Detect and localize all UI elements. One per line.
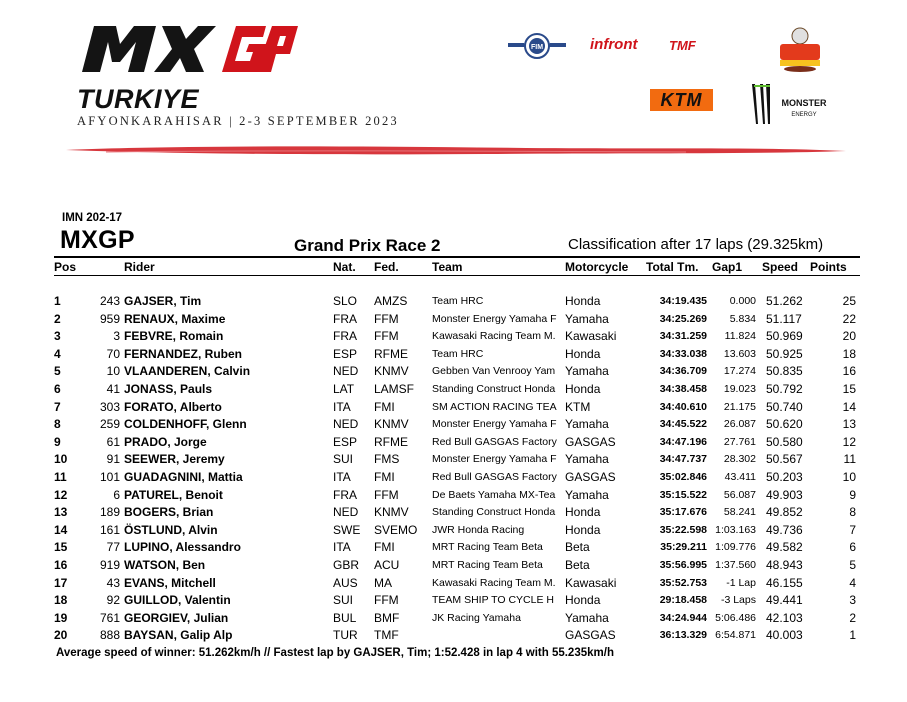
motorsports-logo [778,26,822,72]
cell-speed: 48.943 [766,558,803,572]
cell-rider: RENAUX, Maxime [124,311,226,326]
cell-rider-number: 61 [106,434,120,449]
cell-rider-number: 43 [106,575,120,590]
cell-rider-number: 6 [113,487,120,502]
ktm-logo: KTM [650,89,713,111]
cell-gap1: 11.824 [724,330,756,343]
cell-rider: GUADAGNINI, Mattia [124,470,243,484]
cell-speed: 50.835 [766,364,803,379]
cell-team: Red Bull GASGAS Factory [432,435,557,448]
cell-pos: 18 [54,593,68,608]
cell-fed: FFM [374,311,399,326]
cell-rider-number: 243 [99,294,120,308]
mxgp-logo [76,22,298,74]
col-speed: Speed [762,260,799,274]
cell-fed: MA [374,575,392,590]
cell-points: 1 [849,628,856,643]
cell-pos: 4 [54,346,61,361]
cell-points: 4 [849,575,856,590]
cell-pos: 6 [54,382,61,396]
cell-total-time: 34:47.196 [659,435,707,448]
cell-team: Team HRC [432,347,484,360]
svg-text:ENERGY: ENERGY [791,112,817,118]
cell-speed: 50.969 [766,329,803,344]
cell-fed: FFM [374,593,399,608]
cell-rider-number: 92 [106,593,120,608]
cell-motorcycle: Kawasaki [565,329,617,344]
col-gap1: Gap1 [712,260,743,274]
cell-team: Monster Energy Yamaha F [432,418,557,431]
cell-gap1: 28.302 [723,453,756,466]
cell-motorcycle: Yamaha [565,417,609,432]
cell-nat: SLO [333,294,358,308]
cell-rider: LUPINO, Alessandro [124,540,241,555]
cell-rider: FERNANDEZ, Ruben [124,346,242,361]
monster-energy-logo [746,80,836,128]
table-row [0,505,907,523]
cell-gap1: 6:54.871 [715,629,756,642]
cell-total-time: 34:31.259 [659,330,707,343]
cell-speed: 42.103 [766,610,803,625]
cell-rider: ÖSTLUND, Alvin [124,522,218,537]
cell-points: 9 [849,487,856,502]
cell-rider: FEBVRE, Romain [124,329,224,344]
cell-motorcycle: Honda [565,382,601,396]
cell-nat: ESP [333,346,358,361]
cell-rider-number: 259 [99,417,120,432]
cell-team: Red Bull GASGAS Factory [432,471,557,483]
cell-gap1: 1:03.163 [715,523,756,536]
tmf-logo: TMF [669,38,696,53]
cell-total-time: 35:52.753 [659,576,707,589]
cell-pos: 15 [54,540,68,555]
cell-total-time: 35:15.522 [659,488,707,501]
cell-rider: GAJSER, Tim [124,294,202,308]
cell-gap1: 0.000 [729,295,756,307]
fim-logo [508,33,566,59]
cell-fed: FMI [374,540,395,555]
cell-pos: 5 [54,364,61,379]
cell-nat: BUL [333,610,357,625]
cell-motorcycle: Beta [565,540,590,555]
table-row [0,312,907,330]
cell-team: Standing Construct Honda [432,383,556,395]
cell-motorcycle: Honda [565,522,601,537]
cell-rider: FORATO, Alberto [124,399,222,414]
cell-points: 18 [842,346,856,361]
cell-motorcycle: Honda [565,294,601,308]
cell-pos: 19 [54,610,68,625]
cell-pos: 7 [54,399,61,414]
cell-fed: RFME [374,346,408,361]
cell-total-time: 34:19.435 [659,295,707,307]
cell-gap1: 56.087 [723,488,756,501]
cell-pos: 20 [54,628,68,643]
cell-rider-number: 77 [106,540,120,555]
cell-rider: GEORGIEV, Julian [124,610,229,625]
col-fed: Fed. [374,260,399,274]
cell-rider-number: 41 [106,382,120,396]
cell-points: 15 [842,382,856,396]
cell-rider: BOGERS, Brian [124,505,214,520]
cell-total-time: 34:36.709 [659,365,707,378]
cell-team: Standing Construct Honda [432,506,556,519]
cell-total-time: 34:25.269 [659,312,707,325]
cell-gap1: -1 Lap [726,576,756,589]
col-motorcycle: Motorcycle [565,260,629,274]
cell-points: 6 [849,540,856,555]
col-pos: Pos [54,260,77,274]
cell-rider: SEEWER, Jeremy [124,452,225,467]
race-footer-stats: Average speed of winner: 51.262km/h // Fastest lap by GAJSER, Tim; 1:52.428 in lap 4 with 55.235km/h [56,647,614,659]
event-title: TURKIYE [77,84,200,114]
cell-fed: FMS [374,452,400,467]
cell-nat: GBR [333,558,360,572]
cell-total-time: 34:38.458 [659,383,707,395]
cell-points: 2 [849,610,856,625]
cell-motorcycle: Beta [565,558,590,572]
cell-speed: 40.003 [766,628,803,643]
cell-pos: 13 [54,505,68,520]
cell-speed: 49.852 [766,505,803,520]
classification-summary: Classification after 17 laps (29.325km) [568,236,824,253]
cell-team: JWR Honda Racing [432,523,525,536]
cell-speed: 49.441 [766,593,803,608]
cell-nat: LAT [333,382,355,396]
cell-rider-number: 161 [99,522,120,537]
infront-logo: infront [590,36,638,53]
cell-speed: 51.117 [766,311,802,326]
cell-team: MRT Racing Team Beta [432,559,543,571]
cell-nat: AUS [333,575,358,590]
cell-points: 7 [849,522,856,537]
cell-rider-number: 761 [99,610,120,625]
cell-total-time: 34:33.038 [659,347,707,360]
cell-total-time: 35:22.598 [659,523,707,536]
cell-motorcycle: KTM [565,399,591,414]
table-row [0,523,907,541]
class-name: MXGP [60,226,135,254]
cell-fed: FMI [374,399,395,414]
cell-fed: LAMSF [374,382,415,396]
cell-rider-number: 189 [99,505,120,520]
cell-speed: 50.740 [766,399,803,414]
cell-speed: 49.736 [766,522,803,537]
cell-nat: NED [333,364,359,379]
cell-gap1: 27.761 [723,435,756,448]
cell-rider: VLAANDEREN, Calvin [124,364,251,379]
col-nat: Nat. [333,260,356,274]
cell-speed: 49.903 [766,487,803,502]
table-row [0,294,907,312]
cell-speed: 50.567 [766,452,803,467]
cell-gap1: -3 Laps [720,594,756,607]
cell-total-time: 34:24.944 [659,611,707,624]
imn-code: IMN 202-17 [62,212,123,224]
cell-gap1: 21.175 [723,400,756,413]
cell-points: 22 [842,311,856,326]
cell-total-time: 36:13.329 [659,629,707,642]
cell-fed: SVEMO [374,522,418,537]
table-row [0,417,907,435]
cell-rider: WATSON, Ben [124,558,206,572]
table-row [0,540,907,558]
cell-nat: ITA [333,399,351,414]
cell-points: 16 [842,364,856,379]
cell-nat: ESP [333,434,358,449]
cell-total-time: 34:40.610 [659,400,707,413]
cell-fed: TMF [374,628,399,643]
cell-rider-number: 303 [99,399,120,414]
table-row [0,452,907,470]
header-rule-top [54,256,860,258]
cell-pos: 1 [54,294,61,308]
cell-gap1: 17.274 [723,365,756,378]
cell-nat: FRA [333,311,357,326]
cell-rider-number: 10 [106,364,120,379]
cell-nat: FRA [333,329,357,344]
cell-motorcycle: Yamaha [565,364,609,379]
cell-motorcycle: Yamaha [565,452,609,467]
table-row [0,364,907,382]
cell-rider-number: 70 [106,346,120,361]
table-row [0,576,907,594]
cell-fed: ACU [374,558,400,572]
cell-team: Kawasaki Racing Team M. [432,330,556,343]
cell-gap1: 1:09.776 [715,541,756,554]
cell-fed: FFM [374,487,399,502]
cell-nat: NED [333,417,359,432]
cell-fed: AMZS [374,294,408,308]
table-row [0,435,907,453]
cell-pos: 3 [54,329,61,344]
cell-points: 25 [842,294,856,308]
cell-rider: PATUREL, Benoit [124,487,223,502]
cell-nat: SWE [333,522,361,537]
cell-gap1: 5.834 [729,312,756,325]
cell-points: 11 [843,452,856,467]
cell-team: Kawasaki Racing Team M. [432,576,556,589]
cell-rider-number: 101 [99,470,120,484]
cell-gap1: 1:37.560 [715,559,756,571]
cell-points: 3 [849,593,856,608]
cell-nat: SUI [333,452,354,467]
cell-points: 12 [842,434,856,449]
cell-speed: 51.262 [766,294,803,308]
cell-rider: GUILLOD, Valentin [124,593,231,608]
table-row [0,558,907,576]
cell-speed: 46.155 [766,575,803,590]
cell-team: Team HRC [432,295,484,307]
cell-motorcycle: Kawasaki [565,575,617,590]
table-row [0,593,907,611]
cell-speed: 50.925 [766,346,803,361]
cell-gap1: 5:06.486 [715,611,756,624]
cell-motorcycle: GASGAS [565,470,616,484]
race-name: Grand Prix Race 2 [294,236,441,255]
cell-total-time: 35:29.211 [660,541,707,554]
cell-gap1: 13.603 [723,347,756,360]
table-row [0,628,907,646]
cell-points: 14 [842,399,856,414]
cell-rider-number: 3 [113,329,120,344]
cell-team: TEAM SHIP TO CYCLE H [432,594,554,607]
cell-motorcycle: Yamaha [565,487,609,502]
cell-points: 20 [842,329,856,344]
fim-logo-text: FIM [530,44,544,51]
cell-nat: ITA [333,540,351,555]
col-total-time: Total Tm. [646,260,699,274]
header-rule-bottom [54,275,860,276]
col-rider: Rider [124,260,155,274]
cell-total-time: 34:47.737 [659,453,707,466]
cell-nat: SUI [333,593,354,608]
cell-gap1: 19.023 [723,383,756,395]
cell-points: 5 [849,558,856,572]
cell-points: 8 [849,505,856,520]
cell-speed: 49.582 [766,540,803,555]
cell-team: De Baets Yamaha MX-Tea [432,488,556,501]
table-row [0,470,907,488]
table-row [0,400,907,418]
cell-team: SM ACTION RACING TEA [432,400,557,413]
cell-pos: 9 [54,434,61,449]
cell-nat: ITA [333,470,351,484]
cell-points: 13 [842,417,856,432]
cell-rider: BAYSAN, Galip Alp [124,628,233,643]
cell-team: MRT Racing Team Beta [432,541,543,554]
cell-motorcycle: Yamaha [565,610,609,625]
cell-rider: PRADO, Jorge [124,434,207,449]
cell-speed: 50.792 [766,382,803,396]
cell-pos: 12 [54,487,68,502]
cell-fed: FMI [374,470,395,484]
cell-rider-number: 91 [106,452,120,467]
cell-pos: 16 [54,558,68,572]
cell-speed: 50.203 [766,470,803,484]
table-row [0,382,907,400]
table-row [0,347,907,365]
cell-gap1: 26.087 [723,418,756,431]
cell-team: JK Racing Yamaha [432,611,521,624]
cell-gap1: 43.411 [724,471,756,483]
cell-nat: TUR [333,628,358,643]
cell-pos: 17 [54,575,68,590]
svg-text:MONSTER: MONSTER [781,98,827,108]
cell-total-time: 35:02.846 [659,471,707,483]
cell-motorcycle: GASGAS [565,434,616,449]
table-row [0,611,907,629]
cell-speed: 50.580 [766,434,803,449]
cell-rider: EVANS, Mitchell [124,575,216,590]
col-team: Team [432,260,463,274]
cell-motorcycle: Honda [565,505,601,520]
cell-rider-number: 959 [99,311,120,326]
cell-total-time: 35:17.676 [659,506,707,519]
cell-team: Monster Energy Yamaha F [432,453,557,466]
cell-pos: 10 [54,452,68,467]
cell-fed: FFM [374,329,399,344]
cell-pos: 14 [54,522,68,537]
cell-pos: 8 [54,417,61,432]
cell-motorcycle: Honda [565,346,601,361]
cell-motorcycle: Honda [565,593,601,608]
cell-nat: NED [333,505,359,520]
cell-pos: 2 [54,311,61,326]
cell-total-time: 35:56.995 [659,559,707,571]
cell-fed: KNMV [374,417,409,432]
cell-rider-number: 919 [99,558,120,572]
cell-fed: BMF [374,610,400,625]
cell-points: 10 [842,470,856,484]
cell-speed: 50.620 [766,417,803,432]
event-location-date: AFYONKARAHISAR | 2-3 SEPTEMBER 2023 [77,114,399,128]
cell-rider: JONASS, Pauls [124,382,213,396]
table-row [0,329,907,347]
table-row [0,488,907,506]
cell-fed: KNMV [374,505,409,520]
cell-total-time: 29:18.458 [659,594,707,607]
cell-fed: RFME [374,434,408,449]
cell-rider: COLDENHOFF, Glenn [124,417,247,432]
brush-stroke-decoration [66,142,846,158]
cell-motorcycle: GASGAS [565,628,616,643]
cell-pos: 11 [54,470,67,484]
cell-motorcycle: Yamaha [565,311,609,326]
cell-gap1: 58.241 [723,506,756,519]
cell-fed: KNMV [374,364,409,379]
cell-team: Monster Energy Yamaha F [432,312,557,325]
col-points: Points [810,260,847,274]
cell-rider-number: 888 [99,628,120,643]
cell-total-time: 34:45.522 [659,418,707,431]
cell-nat: FRA [333,487,357,502]
cell-team: Gebben Van Venrooy Yam [432,365,556,378]
